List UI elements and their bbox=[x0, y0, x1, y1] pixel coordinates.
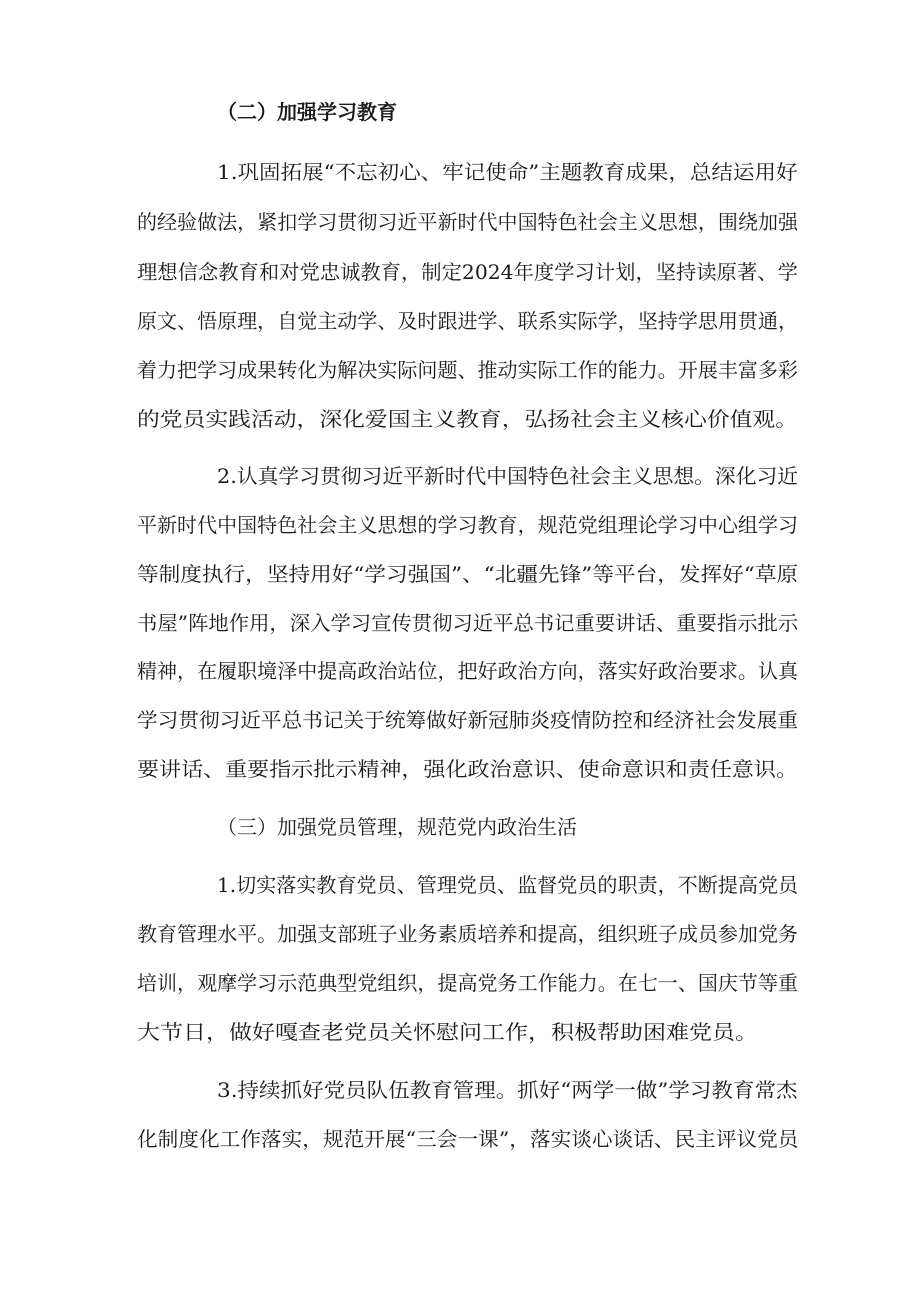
paragraph-line: 1.切实落实教育党员、管理党员、监督党员的职责，不断提高党员 bbox=[217, 873, 799, 897]
paragraph-line: 3.持续抓好党员队伍教育管理。抓好“两学一做”学习教育常杰 bbox=[217, 1078, 798, 1102]
paragraph-line: 化制度化工作落实，规范开展“三会一课”，落实谈心谈话、民主评议党员 bbox=[137, 1127, 799, 1151]
paragraph-line: 原文、悟原理，自觉主动学、及时跟进学、联系实际学，坚持学思用贯通， bbox=[137, 309, 798, 333]
paragraph-line: 教育管理水平。加强支部班子业务素质培养和提高，组织班子成员参加党务 bbox=[137, 922, 798, 946]
paragraph-line: 2.认真学习贯彻习近平新时代中国特色社会主义思想。深化习近 bbox=[217, 464, 799, 488]
paragraph-line: 精神，在履职境泽中提高政治站位，把好政治方向，落实好政治要求。认真 bbox=[137, 659, 798, 683]
section-heading-2: （二）加强学习教育 bbox=[217, 100, 397, 124]
paragraph-line: 1.巩固拓展“不忘初心、牢记使命”主题教育成果，总结运用好 bbox=[217, 160, 798, 184]
paragraph-line: 大节日，做好嘎查老党员关怀慰问工作，积极帮助困难党员。 bbox=[137, 1020, 758, 1044]
paragraph-line: 理想信念教育和对党忠诚教育，制定2024年度学习计划，坚持读原著、学 bbox=[137, 260, 798, 284]
paragraph-line: 着力把学习成果转化为解决实际问题、推动实际工作的能力。开展丰富多彩 bbox=[137, 358, 798, 382]
paragraph-line: 的党员实践活动，深化爱国主义教育，弘扬社会主义核心价值观。 bbox=[137, 407, 798, 431]
paragraph-line: 平新时代中国特色社会主义思想的学习教育，规范党组理论学习中心组学习 bbox=[137, 513, 798, 537]
paragraph-line: 等制度执行，坚持用好“学习强国”、“北疆先锋”等平台，发挥好“草原 bbox=[137, 562, 799, 586]
paragraph-line: 的经验做法，紧扣学习贯彻习近平新时代中国特色社会主义思想，围绕加强 bbox=[137, 210, 798, 234]
paragraph-line: 书屋”阵地作用，深入学习宣传贯彻习近平总书记重要讲话、重要指示批示 bbox=[137, 611, 799, 635]
paragraph-line: 要讲话、重要指示批示精神，强化政治意识、使命意识和责任意识。 bbox=[137, 757, 798, 781]
section-heading-3: （三）加强党员管理，规范党内政治生活 bbox=[217, 815, 577, 839]
paragraph-line: 培训，观摩学习示范典型党组织，提高党务工作能力。在七一、国庆节等重 bbox=[137, 971, 798, 995]
paragraph-line: 学习贯彻习近平总书记关于统筹做好新冠肺炎疫情防控和经济社会发展重 bbox=[137, 708, 798, 732]
